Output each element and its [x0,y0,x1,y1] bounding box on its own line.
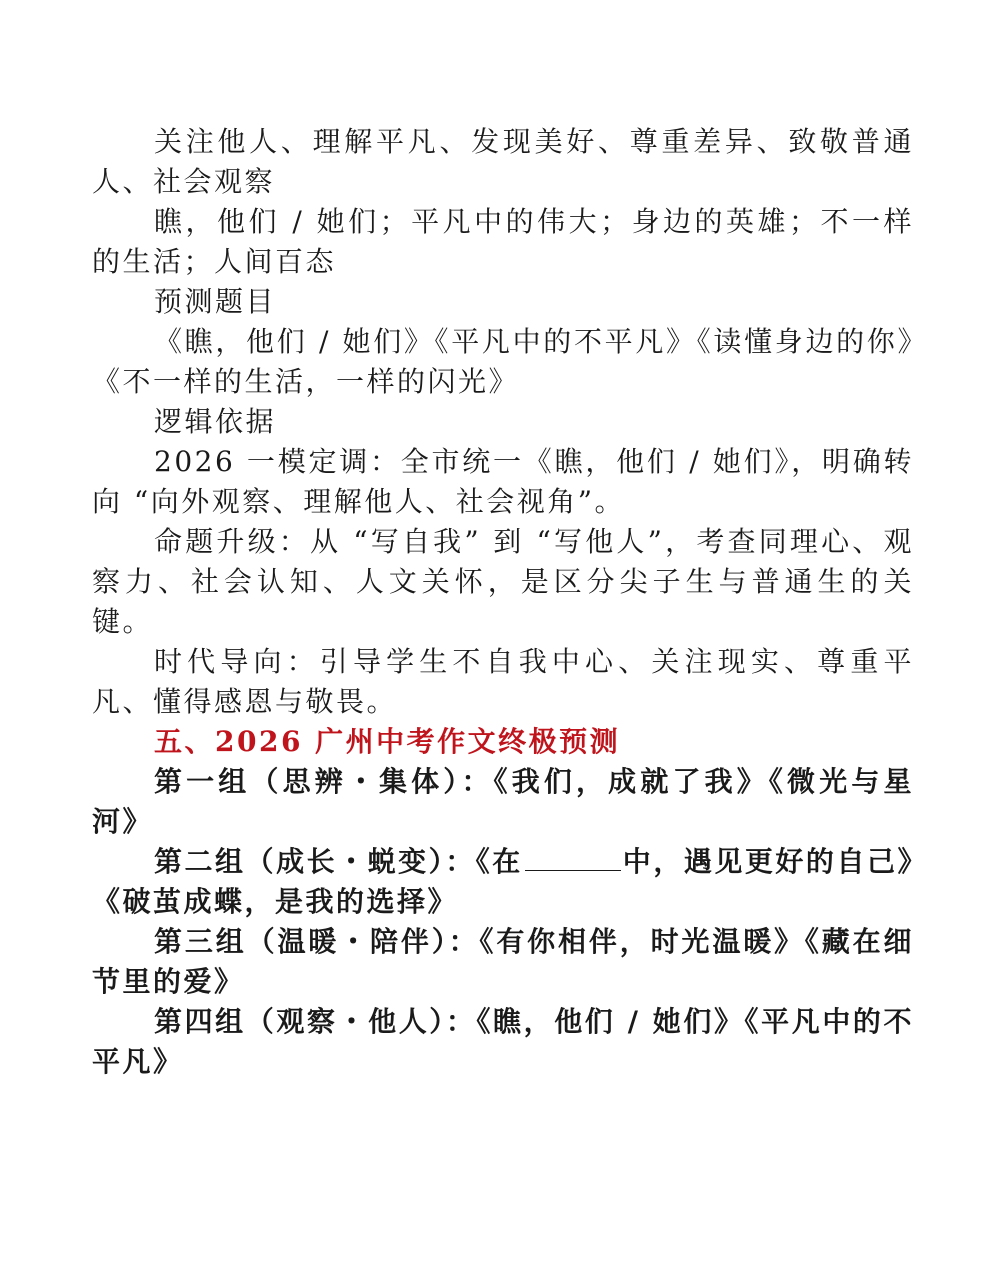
group-four: 第四组（观察・他人）：《瞧，他们 / 她们》《平凡中的不平凡》 [92,1005,914,1078]
paragraph-themes: 瞧，他们 / 她们；平凡中的伟大；身边的英雄；不一样的生活；人间百态 [92,205,914,278]
paragraph-predicted-titles-label: 预测题目 [154,285,277,318]
paragraph-predicted-titles: 《瞧，他们 / 她们》《平凡中的不平凡》《读懂身边的你》《不一样的生活，一样的闪光》 [92,325,914,398]
fill-in-blank [525,844,621,871]
paragraph-logic-upgrade: 命题升级：从 “写自我” 到 “写他人”，考查同理心、观察力、社会认知、人文关怀，是区分尖子生与普通生的关键。 [92,525,914,638]
group-three: 第三组（温暖・陪伴）：《有你相伴，时光温暖》《藏在细节里的爱》 [92,925,914,998]
paragraph-logic-label: 逻辑依据 [154,405,277,438]
group-one: 第一组（思辨・集体）：《我们，成就了我》《微光与星河》 [92,765,914,838]
group-two-before: 第二组（成长・蜕变）：《在 [154,845,523,878]
group-two-after: 中，遇见更好的自己》《破茧成蝶，是我的选择》 [92,845,914,918]
document-page [92,122,914,1082]
section-heading: 五、2026 广州中考作文终极预测 [154,725,621,758]
paragraph-logic-era: 时代导向：引导学生不自我中心、关注现实、尊重平凡、懂得感恩与敬畏。 [92,645,914,718]
group-two [92,842,914,922]
paragraph-logic-mock-exam: 2026 一模定调：全市统一《瞧，他们 / 她们》，明确转向 “向外观察、理解他人、社会视角”。 [92,445,914,518]
paragraph-keywords: 关注他人、理解平凡、发现美好、尊重差异、致敬普通人、社会观察 [92,125,914,198]
